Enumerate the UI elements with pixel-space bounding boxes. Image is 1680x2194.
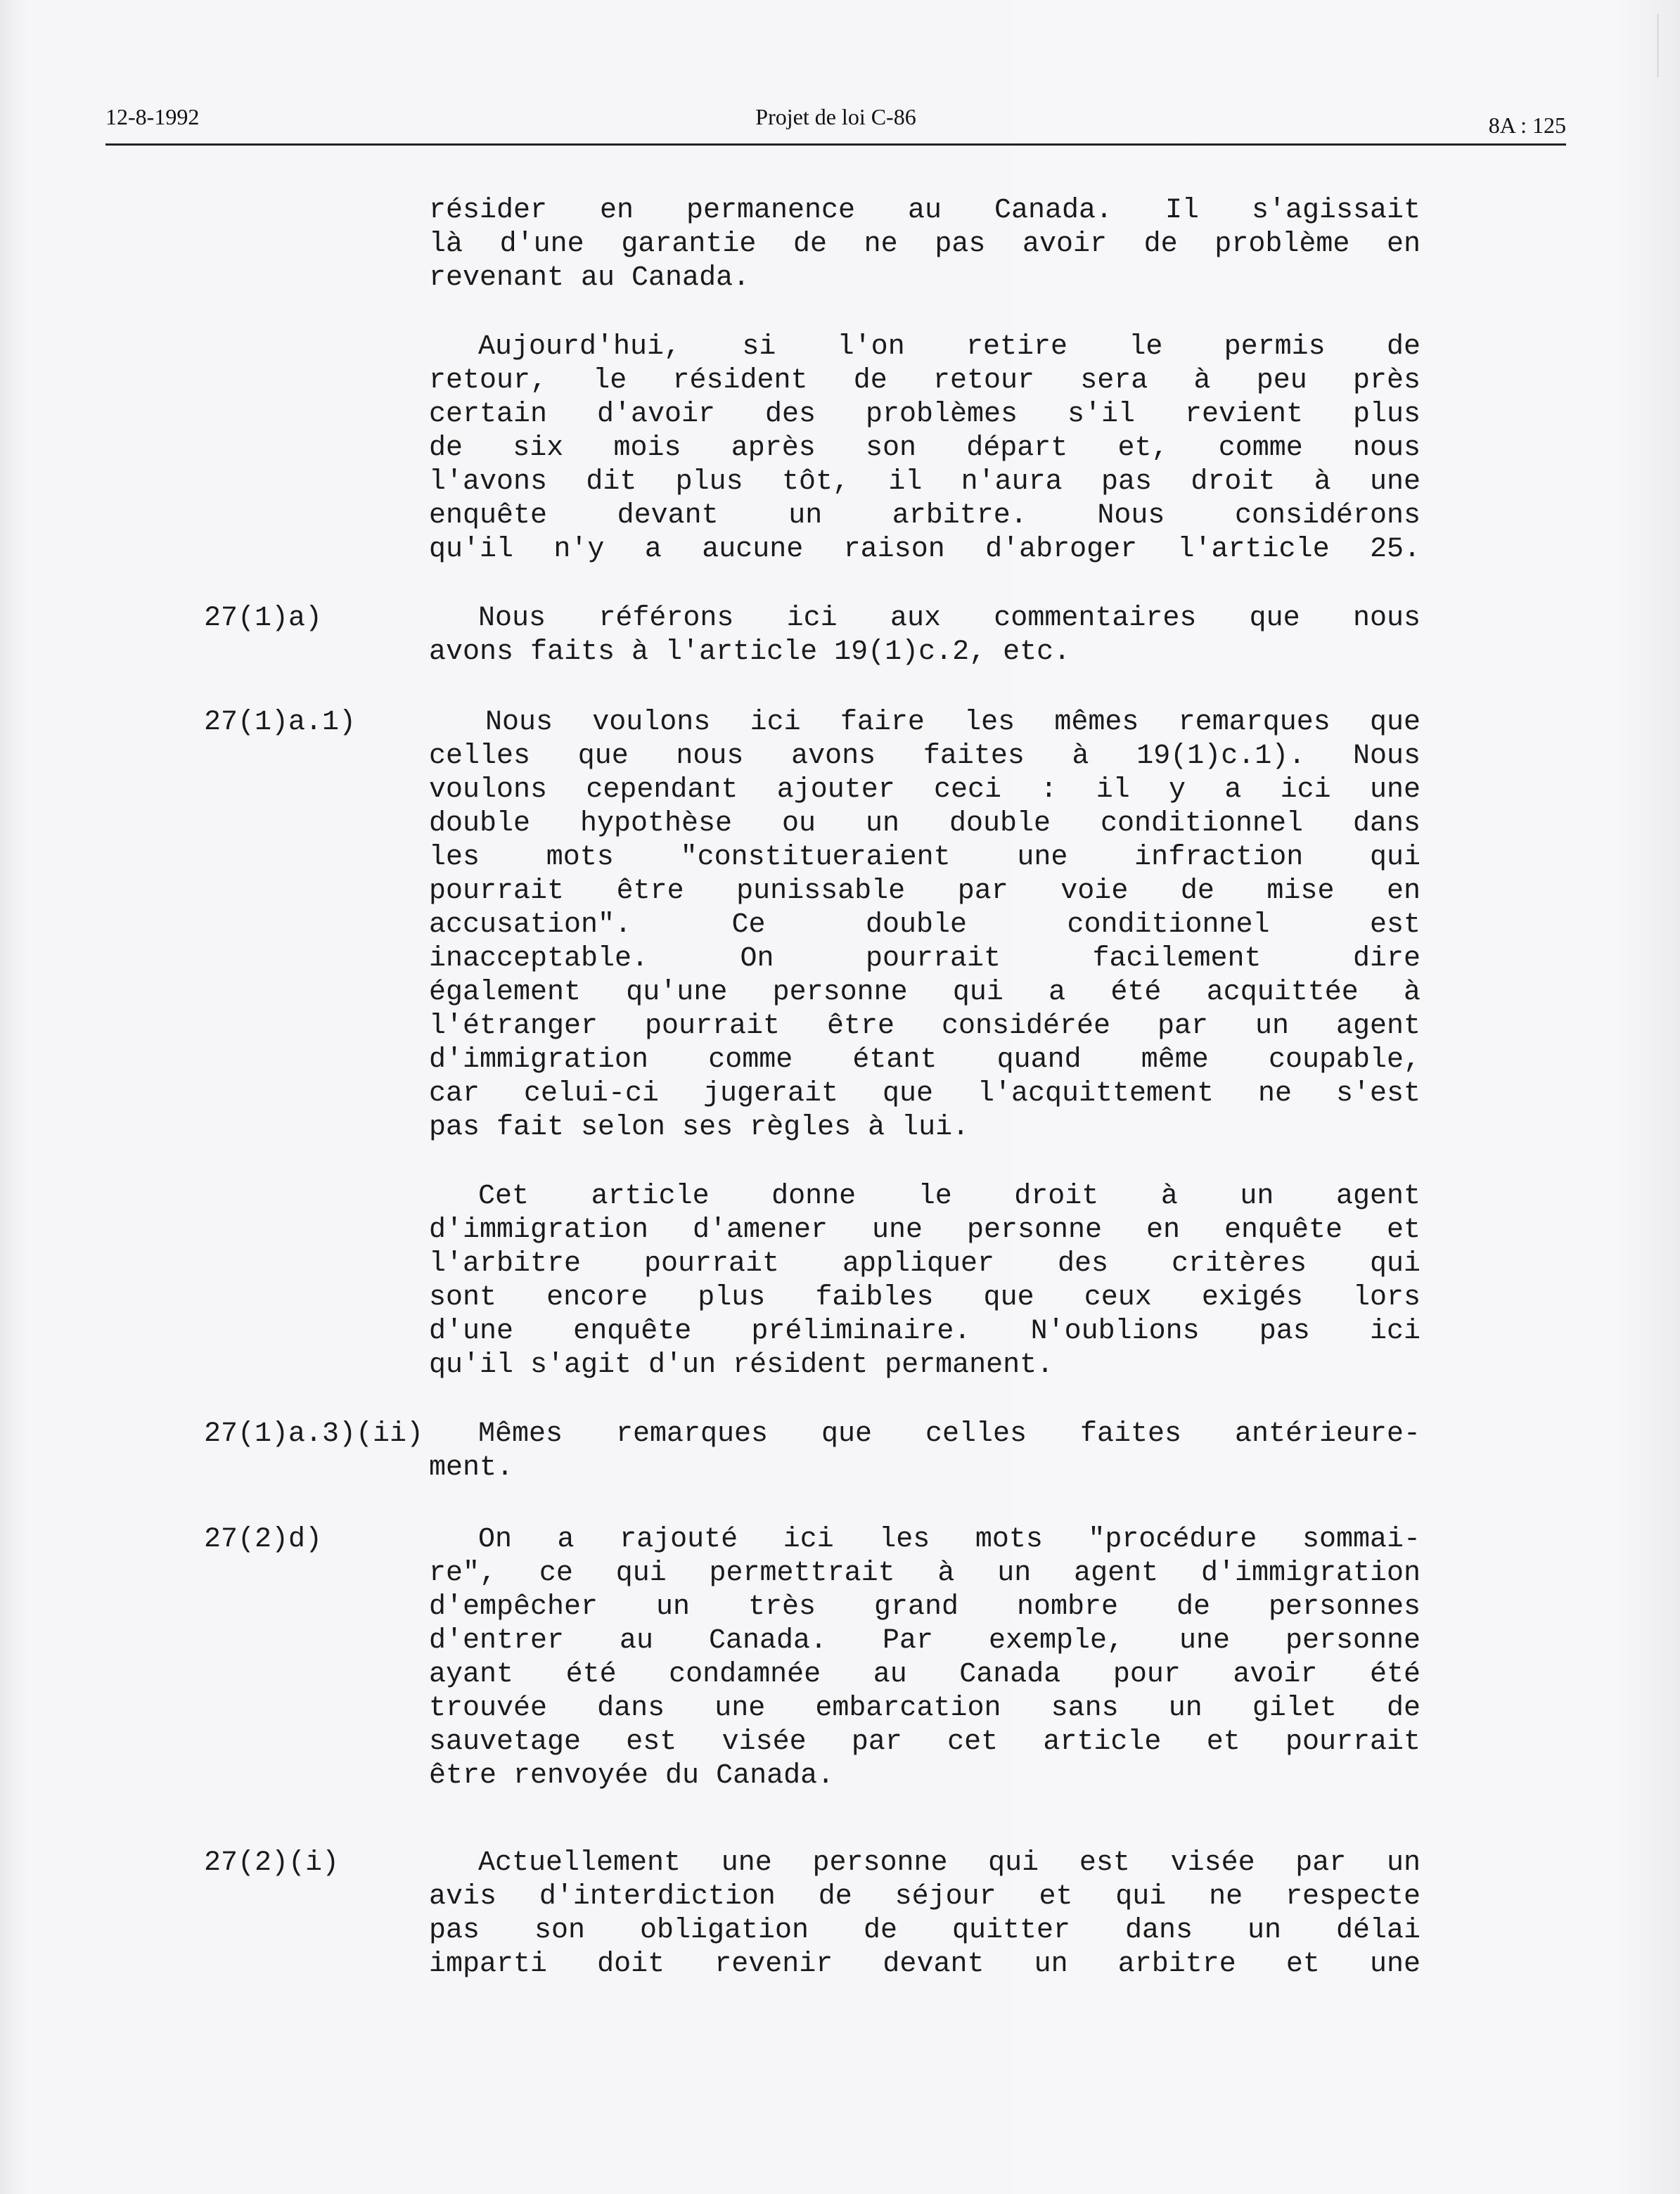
text-line: avis d'interdiction de séjour et qui ne respecte (429, 1881, 1421, 1913)
section-label: 27(1)a.1) (204, 707, 357, 738)
text-line: avons faits à l'article 19(1)c.2, etc. (429, 636, 1071, 668)
text-line: de six mois après son départ et, comme nous (429, 432, 1421, 464)
text-line: inacceptable. On pourrait facilement dire (429, 943, 1421, 975)
text-line: double hypothèse ou un double conditionnel dans (429, 808, 1421, 840)
text-line: sauvetage est visée par cet article et pourrait (429, 1726, 1421, 1758)
text-line: car celui-ci jugerait que l'acquittement ne s'est (429, 1078, 1421, 1110)
text-line: d'immigration d'amener une personne en enquête et (429, 1214, 1421, 1246)
text-line: Actuellement une personne qui est visée par un (478, 1847, 1421, 1879)
text-line: On a rajouté ici les mots "procédure sommai- (478, 1524, 1421, 1555)
text-line: imparti doit revenir devant un arbitre et une (429, 1949, 1421, 1980)
header-title: Projet de loi C-86 (755, 104, 916, 129)
text-line: trouvée dans une embarcation sans un gilet de (429, 1693, 1421, 1724)
text-line: celles que nous avons faites à 19(1)c.1). Nous (429, 740, 1421, 772)
text-line: l'avons dit plus tôt, il n'aura pas droit à une (429, 466, 1421, 498)
text-line: l'étranger pourrait être considérée par un agent (429, 1011, 1421, 1042)
text-line: résider en permanence au Canada. Il s'agissait (429, 195, 1421, 226)
text-line: pas son obligation de quitter dans un délai (429, 1915, 1421, 1946)
text-line: retour, le résident de retour sera à peu près (429, 365, 1421, 397)
header-date: 12-8-1992 (105, 104, 200, 129)
text-line: également qu'une personne qui a été acquittée à (429, 977, 1421, 1008)
header-page-number: 8A : 125 (1488, 113, 1566, 138)
page-header (105, 104, 1566, 146)
text-line: ayant été condamnée au Canada pour avoir été (429, 1659, 1421, 1691)
text-line: ment. (429, 1452, 514, 1484)
text-line: Mêmes remarques que celles faites antérieure- (478, 1418, 1421, 1450)
section-label: 27(1)a) (204, 603, 323, 634)
text-line: d'entrer au Canada. Par exemple, une personne (429, 1625, 1421, 1657)
text-line: pas fait selon ses règles à lui. (429, 1112, 970, 1143)
text-line: d'empêcher un très grand nombre de personnes (429, 1591, 1421, 1623)
scan-artifact (1657, 14, 1659, 77)
section-label: 27(2)d) (204, 1524, 323, 1555)
text-line: être renvoyée du Canada. (429, 1760, 835, 1792)
text-line: voulons cependant ajouter ceci : il y a ici une (429, 774, 1421, 806)
text-line: d'une enquête préliminaire. N'oublions pas ici (429, 1316, 1421, 1347)
text-line: sont encore plus faibles que ceux exigés lors (429, 1282, 1421, 1314)
header-rule (105, 143, 1566, 146)
text-line: les mots "constitueraient une infraction qui (429, 842, 1421, 873)
text-line: revenant au Canada. (429, 262, 750, 294)
text-line: qu'il n'y a aucune raison d'abroger l'article 25. (429, 534, 1421, 565)
text-line: qu'il s'agit d'un résident permanent. (429, 1349, 1054, 1381)
text-line: Cet article donne le droit à un agent (478, 1181, 1421, 1212)
text-line: Aujourd'hui, si l'on retire le permis de (478, 331, 1421, 363)
text-line: Nous voulons ici faire les mêmes remarques que (485, 707, 1421, 738)
text-line: là d'une garantie de ne pas avoir de problème en (429, 229, 1421, 260)
text-line: accusation". Ce double conditionnel est (429, 909, 1421, 941)
text-line: Nous référons ici aux commentaires que nous (478, 603, 1421, 634)
text-line: certain d'avoir des problèmes s'il revient plus (429, 399, 1421, 430)
text-line: d'immigration comme étant quand même coupable, (429, 1044, 1421, 1076)
section-label: 27(2)(i) (204, 1847, 340, 1879)
text-line: l'arbitre pourrait appliquer des critères qui (429, 1248, 1421, 1280)
text-line: enquête devant un arbitre. Nous considérons (429, 500, 1421, 532)
text-line: re", ce qui permettrait à un agent d'immigration (429, 1558, 1421, 1589)
text-line: pourrait être punissable par voie de mise en (429, 875, 1421, 907)
section-label: 27(1)a.3)(ii) (204, 1418, 424, 1450)
